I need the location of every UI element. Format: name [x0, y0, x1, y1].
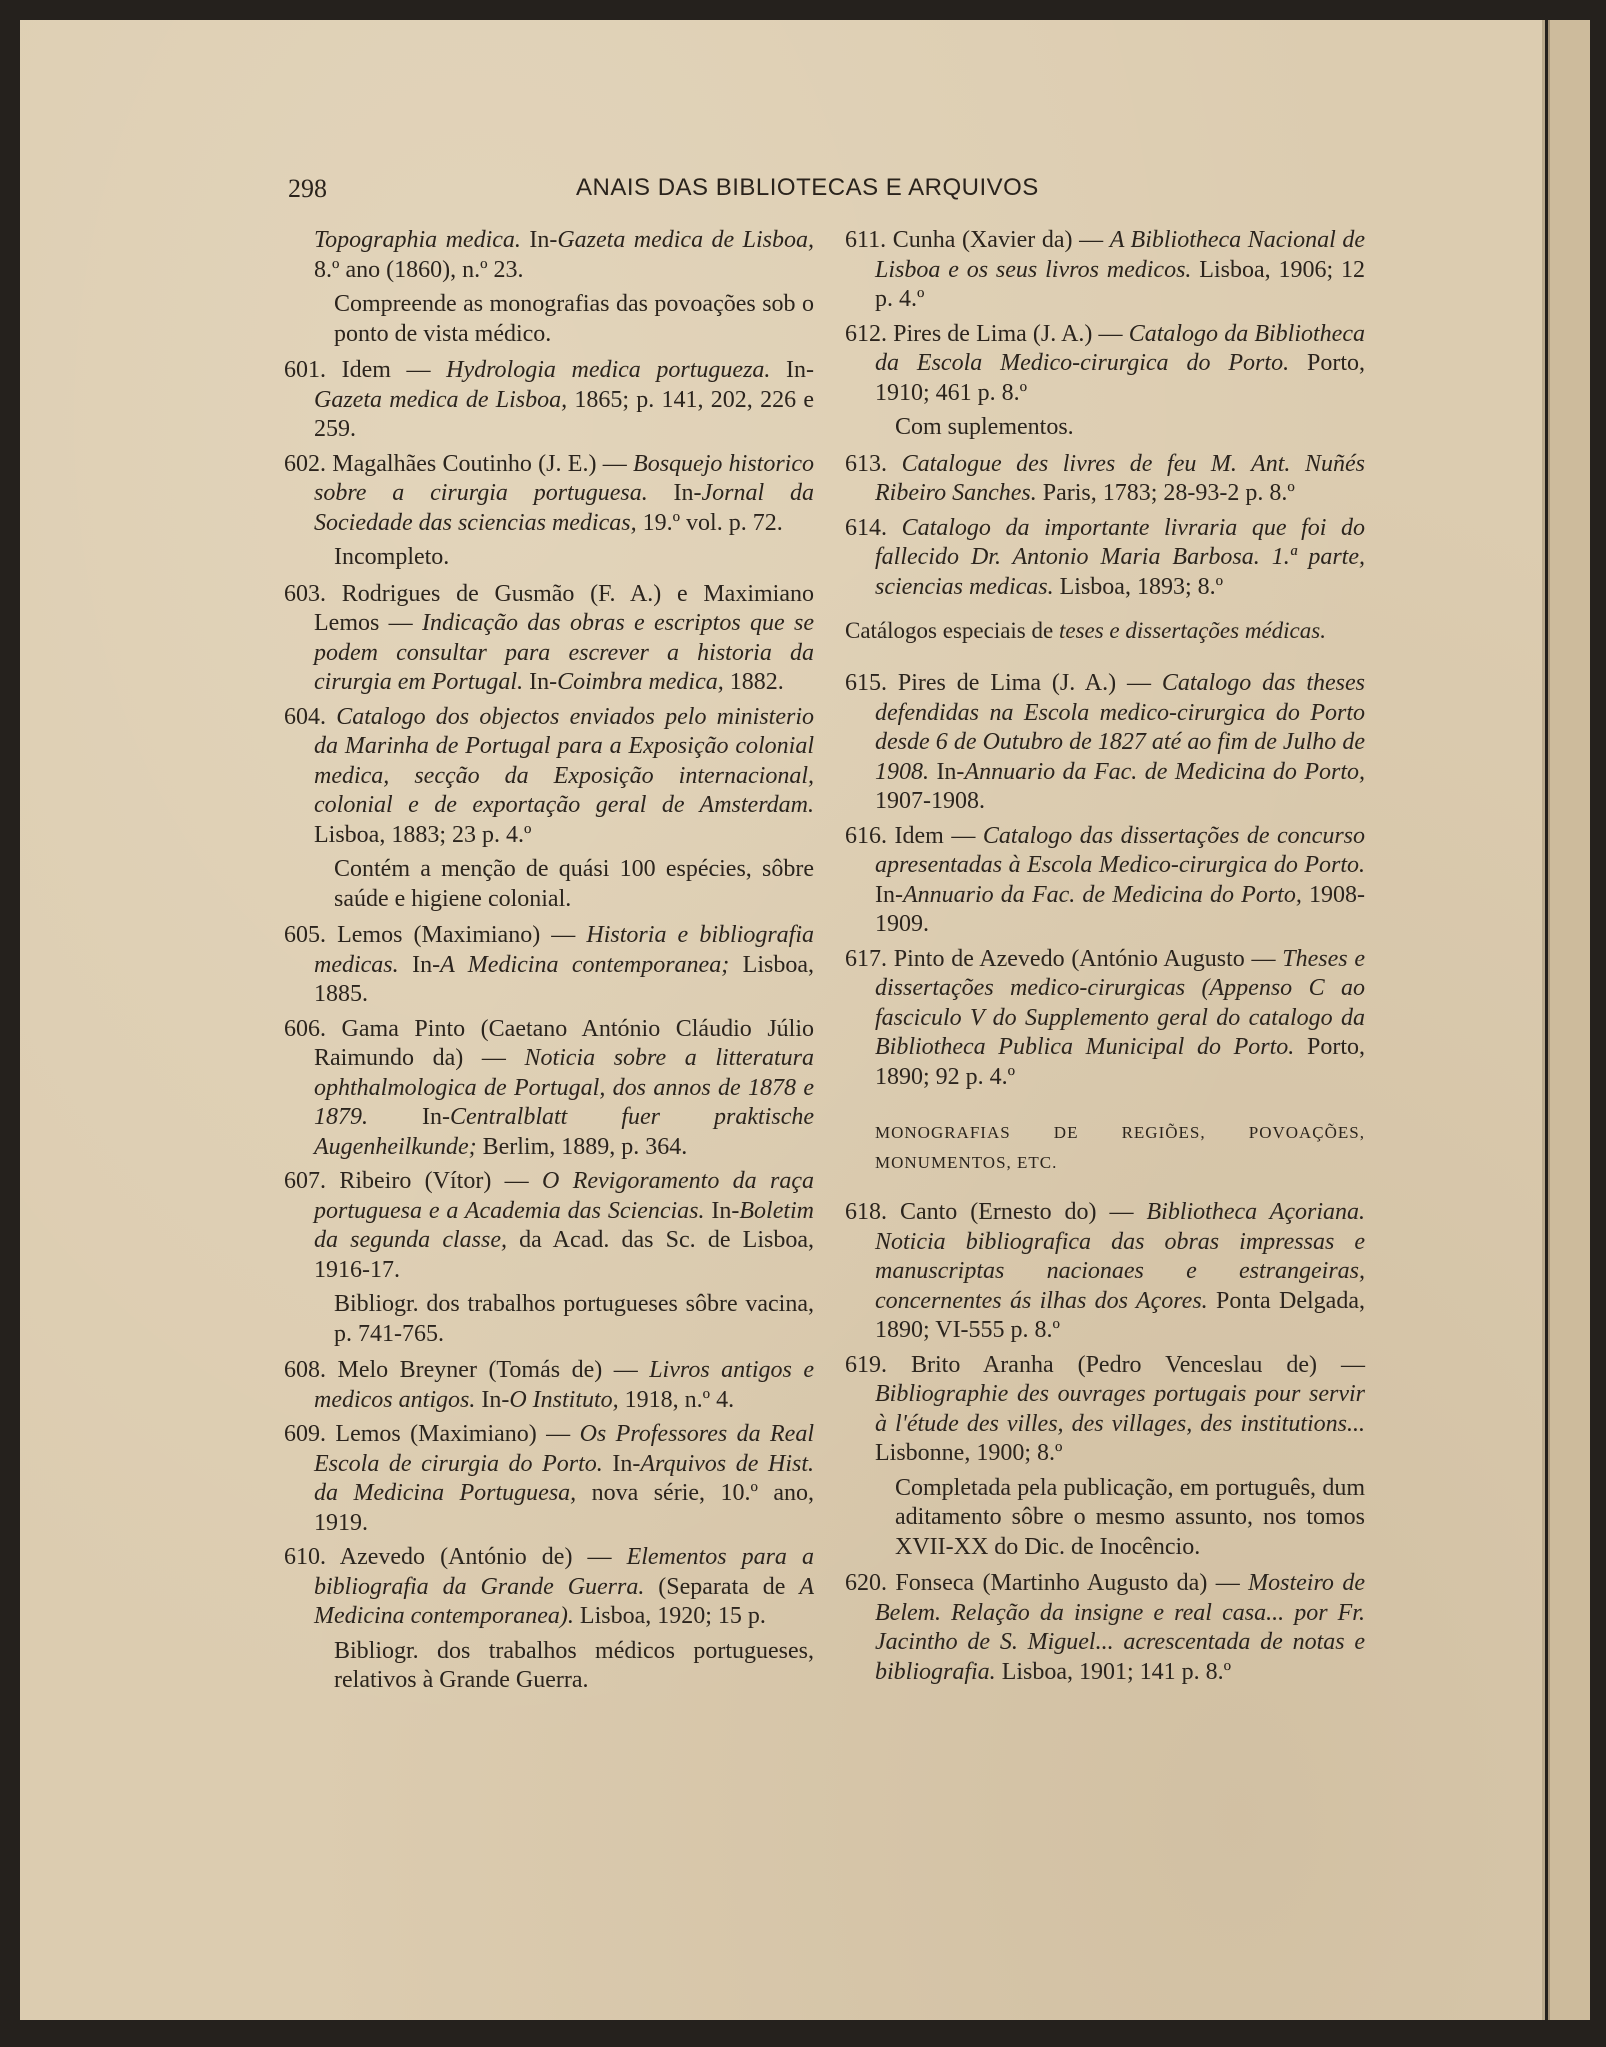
entry-rest: In-: [647, 480, 702, 506]
entry-title: Mosteiro de Belem. Relação da insigne e real casa... por Fr. Jacintho de S. Miguel... acrescentada de notas e bibliografia.: [875, 1570, 1365, 1685]
entry-title: Catalogo das dissertações de concurso apresentadas à Escola Medico-cirurgica do Porto.: [875, 822, 1365, 878]
bibliography-entry: [845, 1569, 1365, 1687]
entry-title: Indicação das obras e escriptos que se podem consultar para escrever a historia da cirurgia em Portugal.: [314, 610, 814, 695]
entry-rest: In-: [770, 357, 815, 383]
entry-title: Catalogo dos objectos enviados pelo ministerio da Marinha de Portugal para a Exposição colonial medica, secção da Exposição internacional, colonial e de exportação geral de Amsterdam.: [314, 703, 814, 818]
entry-title: Topographia medica.: [314, 227, 521, 253]
left-entries: [284, 356, 814, 1696]
entry-source: Gazeta medica de Lisboa,: [314, 386, 568, 413]
entry-note: Compreende as monografias das povoações sob o ponto de vista médico.: [334, 291, 814, 347]
entry-note: Completada pela publicação, em português, dum aditamento sôbre o mesmo assunto, nos tomos XVII-XX do Dic. de Inocêncio.: [895, 1474, 1365, 1560]
entry-author: Magalhães Coutinho (J. E.) —: [326, 450, 634, 477]
entry-source: A Medicina contemporanea).: [314, 1573, 815, 1629]
entry-number: 612.: [845, 320, 887, 347]
entry-details: da Acad. das Sc. de Lisboa, 1916-17.: [314, 1227, 814, 1283]
entry-number: 601.: [284, 357, 326, 383]
entry-number: 603.: [284, 580, 326, 607]
entry-number: 615.: [845, 670, 887, 696]
entry-rest: (Separata de: [644, 1573, 800, 1600]
entry-note: Bibliogr. dos trabalhos médicos portugueses, relativos à Grande Guerra.: [334, 1637, 814, 1693]
entry-note: Bibliogr. dos trabalhos portugueses sôbre vacina, p. 741-765.: [334, 1291, 814, 1347]
entry-author: Pires de Lima (J. A.) —: [887, 320, 1129, 347]
entry-number: 613.: [845, 450, 887, 477]
entry-details: 1918, n.º 4.: [618, 1386, 735, 1413]
entry-rest: Lisboa, 1906; 12 p. 4.º: [875, 256, 1365, 312]
bibliography-entry: [845, 514, 1365, 603]
entry-note: Com suplementos.: [895, 414, 1074, 440]
bibliography-entry: [845, 450, 1365, 509]
bibliography-entry: [845, 1351, 1365, 1469]
entry-number: 610.: [284, 1544, 326, 1570]
bibliography-entry: [845, 320, 1365, 409]
entry-note: Incompleto.: [334, 544, 450, 570]
entry-rest: In-: [398, 951, 441, 978]
entry-title: Catalogo da importante livraria que foi do fallecido Dr. Antonio Maria Barbosa. 1.ª parte, sciencias medicas.: [875, 514, 1366, 600]
entry-source: Annuario da Fac. de Medicina do Porto,: [902, 881, 1302, 908]
bibliography-entry: [845, 669, 1365, 817]
entry-details: Lisboa, 1885.: [314, 951, 814, 1007]
entry-source: Centralblatt fuer praktische Augenheilkunde;: [314, 1104, 814, 1160]
bibliography-entry: [284, 703, 814, 851]
bibliography-entry: [284, 450, 814, 539]
continued-entry: [284, 226, 814, 285]
right-column: [845, 226, 1365, 1692]
entry-title: Noticia sobre a litteratura ophthalmologica de Portugal, dos annos de 1878 e 1879.: [314, 1045, 815, 1130]
bibliography-entry: [284, 1543, 814, 1632]
section-heading-italic: teses e dissertações médicas.: [1058, 618, 1326, 643]
entry-title: Bosquejo historico sobre a cirurgia portuguesa.: [314, 450, 814, 506]
entry-author: Ribeiro (Vítor) —: [326, 1168, 543, 1194]
entry-source: A Medicina contemporanea;: [440, 951, 730, 978]
entry-rest: In-: [475, 1386, 510, 1413]
entry-author: Pires de Lima (J. A.) —: [887, 670, 1162, 696]
entry-author: Canto (Ernesto do) —: [887, 1199, 1147, 1225]
entry-rest: Lisbonne, 1900; 8.º: [875, 1440, 1063, 1466]
bibliography-entry: [284, 1167, 814, 1285]
entry-title: Hydrologia medica portugueza.: [446, 357, 771, 383]
entry-number: 616.: [845, 822, 887, 849]
entry-rest: Porto, 1890; 92 p. 4.º: [875, 1034, 1365, 1090]
entry-title: Bibliographie des ouvrages portugais pour servir à l'étude des villes, des villages, des institutions...: [875, 1381, 1365, 1437]
entry-title: Catalogo da Bibliotheca da Escola Medico-cirurgica do Porto.: [875, 320, 1365, 376]
entry-rest: Porto, 1910; 461 p. 8.º: [875, 350, 1365, 406]
entry-title: Elementos para a bibliografia da Grande Guerra.: [314, 1544, 814, 1600]
entry-author: Pinto de Azevedo (António Augusto —: [887, 945, 1283, 972]
entry-number: 604.: [284, 703, 326, 730]
entry-rest: In-: [704, 1197, 740, 1224]
entry-number: 606.: [284, 1015, 326, 1042]
entry-title: Bibliotheca Açoriana. Noticia bibliografica das obras impressas e manuscriptas nacionaes e estrangeiras, concernentes ás ilhas dos Açores.: [875, 1199, 1365, 1314]
entry-rest: In-: [520, 227, 558, 253]
bibliography-entry: [284, 580, 814, 698]
right-entries-c: [845, 1198, 1365, 1687]
running-title: ANAIS DAS BIBLIOTECAS E ARQUIVOS: [576, 174, 1039, 201]
entry-title: A Bibliotheca Nacional de Lisboa e os seus livros medicos.: [875, 227, 1366, 283]
entry-details: Lisboa, 1920; 15 p.: [573, 1603, 766, 1629]
entry-details: nova série, 10.º ano, 1919.: [314, 1480, 814, 1536]
entry-rest: In-: [368, 1104, 450, 1130]
right-entries-a: [845, 226, 1365, 602]
entry-number: 611.: [845, 227, 887, 253]
bibliography-entry: [284, 1356, 814, 1415]
bibliography-entry: [845, 1198, 1365, 1346]
section-heading-theses: [845, 616, 1365, 645]
entry-title: Catalogo das theses defendidas na Escola medico-cirurgica do Porto desde 6 de Outubro de 1827 até ao fim de Julho de 1908.: [875, 670, 1365, 785]
entry-author: Lemos (Maximiano) —: [326, 1421, 580, 1447]
entry-details: 1882.: [723, 669, 784, 695]
entry-source: Gazeta medica de Lisboa,: [557, 227, 814, 253]
entry-details: Berlim, 1889, p. 364.: [476, 1133, 688, 1160]
section-heading-monographs: MONOGRAFIAS DE REGIÕES, POVOAÇÕES, MONUMENTOS, ETC.: [875, 1123, 1365, 1172]
entry-source: Annuario da Fac. de Medicina do Porto,: [964, 758, 1366, 785]
bibliography-entry: [845, 945, 1365, 1093]
entry-author: Gama Pinto (Caetano António Cláudio Júlio Raimundo da) —: [314, 1015, 814, 1071]
entry-details: 8.º ano (1860), n.º 23.: [314, 256, 524, 283]
entry-source: Coimbra medica,: [557, 669, 724, 695]
entry-number: 619.: [845, 1351, 887, 1378]
entry-author: [887, 451, 902, 477]
entry-details: 1907-1908.: [875, 788, 985, 814]
page-number: 298: [288, 174, 327, 203]
bibliography-entry: [284, 356, 814, 445]
entry-title: Os Professores da Real Escola de cirurgia do Porto.: [314, 1421, 814, 1477]
entry-details: 1865; p. 141, 202, 226 e 259.: [314, 386, 814, 442]
entry-number: 608.: [284, 1357, 326, 1383]
entry-source: Jornal da Sociedade das sciencias medicas,: [314, 480, 815, 536]
next-page-edge: [1548, 20, 1590, 2020]
entry-rest: Lisboa, 1893; 8.º: [1053, 573, 1224, 600]
bibliography-entry: [284, 1015, 814, 1163]
entry-rest: In-: [523, 669, 558, 695]
entry-number: 609.: [284, 1421, 326, 1447]
entry-number: 605.: [284, 922, 326, 948]
entry-rest: In-: [602, 1450, 641, 1477]
entry-rest: Lisboa, 1901; 141 p. 8.º: [995, 1658, 1232, 1685]
entry-rest: In-: [929, 758, 965, 785]
entry-rest: Lisboa, 1883; 23 p. 4.º: [314, 821, 532, 848]
entry-author: Rodrigues de Gusmão (F. A.) e Maximiano Lemos —: [314, 580, 814, 636]
entry-details: 1908-1909.: [875, 881, 1365, 937]
entry-rest: Paris, 1783; 28-93-2 p. 8.º: [1036, 480, 1295, 506]
entry-title: Livros antigos e medicos antigos.: [314, 1357, 814, 1413]
entry-title: O Revigoramento da raça portuguesa e a Academia das Sciencias.: [314, 1168, 814, 1224]
left-column: [284, 226, 814, 1703]
entry-number: 618.: [845, 1199, 887, 1225]
entry-number: 602.: [284, 450, 326, 477]
entry-number: 620.: [845, 1570, 887, 1596]
entry-author: Brito Aranha (Pedro Venceslau de) —: [887, 1351, 1365, 1378]
entry-number: 607.: [284, 1168, 326, 1194]
entry-note: Contém a menção de quási 100 espécies, sôbre saúde e higiene colonial.: [334, 856, 814, 912]
bibliography-entry: [284, 921, 814, 1010]
entry-author: Fonseca (Martinho Augusto da) —: [887, 1570, 1249, 1596]
entry-title: Historia e bibliografia medicas.: [314, 922, 814, 978]
section-heading-plain: Catálogos especiais de: [845, 618, 1059, 643]
entry-author: Idem —: [887, 822, 983, 849]
entry-number: 614.: [845, 514, 887, 541]
right-entries-b: [845, 669, 1365, 1092]
bibliography-entry: [845, 822, 1365, 940]
entry-rest: Ponta Delgada, 1890; VI-555 p. 8.º: [875, 1287, 1365, 1343]
bibliography-entry: [845, 226, 1365, 315]
entry-author: Lemos (Maximiano) —: [326, 922, 587, 948]
entry-source: Boletim da segunda classe,: [314, 1197, 815, 1253]
entry-author: Azevedo (António de) —: [326, 1544, 627, 1570]
entry-number: 617.: [845, 945, 887, 972]
page-header: [288, 174, 1078, 210]
entry-author: [887, 515, 902, 541]
entry-source: O Instituto,: [509, 1386, 619, 1413]
entry-source: Arquivos de Hist. da Medicina Portuguesa,: [314, 1450, 814, 1506]
entry-rest: In-: [875, 881, 903, 908]
entry-title: Catalogue des livres de feu M. Ant. Nuñés Ribeiro Sanches.: [875, 450, 1365, 506]
entry-author: Melo Breyner (Tomás de) —: [326, 1357, 650, 1383]
entry-author: [326, 704, 336, 730]
entry-title: Theses e dissertações medico-cirurgicas (Appenso C ao fasciculo V do Supplemento geral do catalogo da Bibliotheca Publica Municipal do Porto.: [875, 945, 1366, 1060]
entry-details: 19.º vol. p. 72.: [636, 509, 783, 536]
entry-author: Cunha (Xavier da) —: [886, 227, 1110, 253]
bibliography-entry: [284, 1420, 814, 1538]
entry-author: Idem —: [326, 357, 447, 383]
